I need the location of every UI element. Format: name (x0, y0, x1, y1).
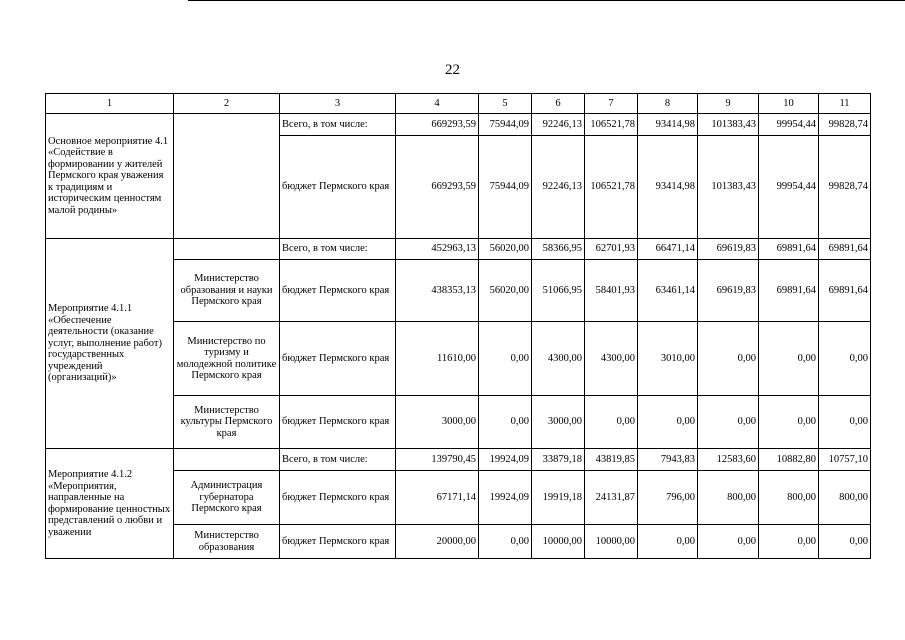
value-cell: 669293,59 (396, 136, 479, 239)
value-cell: 3010,00 (638, 322, 698, 396)
value-cell: 69891,64 (759, 239, 819, 260)
header-cell: 10 (759, 94, 819, 114)
executor-cell (174, 239, 280, 260)
value-cell: 62701,93 (585, 239, 638, 260)
executor-cell: Министерство по туризму и молодежной политике Пермского края (174, 322, 280, 396)
executor-cell (174, 114, 280, 239)
value-cell: 0,00 (819, 525, 871, 559)
value-cell: 75944,09 (479, 136, 532, 239)
header-cell: 2 (174, 94, 280, 114)
value-cell: 0,00 (819, 322, 871, 396)
top-border-line (188, 0, 905, 1)
value-cell: 796,00 (638, 471, 698, 525)
value-cell: 19919,18 (532, 471, 585, 525)
value-cell: 51066,95 (532, 260, 585, 322)
value-cell: 24131,87 (585, 471, 638, 525)
value-cell: 101383,43 (698, 114, 759, 136)
value-cell: 11610,00 (396, 322, 479, 396)
executor-cell: Министерство культуры Пермского края (174, 396, 280, 449)
value-cell: 4300,00 (585, 322, 638, 396)
activity-name-cell: Основное мероприятие 4.1 «Содействие в формировании у жителей Пермского края уважения к традициям и историческим ценностям малой родины» (46, 114, 174, 239)
value-cell: 99954,44 (759, 114, 819, 136)
funding-source-cell: бюджет Пермского края (280, 136, 396, 239)
value-cell: 58401,93 (585, 260, 638, 322)
funding-source-cell: бюджет Пермского края (280, 322, 396, 396)
value-cell: 69619,83 (698, 260, 759, 322)
header-cell: 11 (819, 94, 871, 114)
executor-cell: Администрация губернатора Пермского края (174, 471, 280, 525)
value-cell: 69891,64 (819, 239, 871, 260)
value-cell: 75944,09 (479, 114, 532, 136)
value-cell: 101383,43 (698, 136, 759, 239)
executor-cell: Министерство образования и науки Пермского края (174, 260, 280, 322)
budget-table (45, 93, 871, 559)
value-cell: 800,00 (698, 471, 759, 525)
value-cell: 3000,00 (396, 396, 479, 449)
value-cell: 0,00 (585, 396, 638, 449)
header-row (46, 94, 871, 114)
executor-cell (174, 449, 280, 471)
header-cell: 1 (46, 94, 174, 114)
value-cell: 669293,59 (396, 114, 479, 136)
value-cell: 10000,00 (532, 525, 585, 559)
value-cell: 438353,13 (396, 260, 479, 322)
value-cell: 19924,09 (479, 471, 532, 525)
value-cell: 19924,09 (479, 449, 532, 471)
funding-source-cell: бюджет Пермского края (280, 396, 396, 449)
value-cell: 56020,00 (479, 239, 532, 260)
value-cell: 69891,64 (759, 260, 819, 322)
value-cell: 67171,14 (396, 471, 479, 525)
value-cell: 20000,00 (396, 525, 479, 559)
value-cell: 0,00 (638, 525, 698, 559)
value-cell: 0,00 (819, 396, 871, 449)
funding-source-cell: Всего, в том числе: (280, 239, 396, 260)
activity-name-cell: Мероприятие 4.1.1 «Обеспечение деятельности (оказание услуг, выполнение работ) государственных учреждений (организаций)» (46, 239, 174, 449)
value-cell: 92246,13 (532, 136, 585, 239)
value-cell: 12583,60 (698, 449, 759, 471)
value-cell: 63461,14 (638, 260, 698, 322)
funding-source-cell: Всего, в том числе: (280, 449, 396, 471)
value-cell: 43819,85 (585, 449, 638, 471)
value-cell: 58366,95 (532, 239, 585, 260)
value-cell: 800,00 (819, 471, 871, 525)
value-cell: 4300,00 (532, 322, 585, 396)
value-cell: 93414,98 (638, 114, 698, 136)
header-cell: 9 (698, 94, 759, 114)
table-row (46, 449, 871, 471)
value-cell: 0,00 (698, 396, 759, 449)
value-cell: 33879,18 (532, 449, 585, 471)
value-cell: 800,00 (759, 471, 819, 525)
value-cell: 0,00 (759, 322, 819, 396)
activity-name-cell: Мероприятие 4.1.2 «Мероприятия, направленные на формирование ценностных представлений о любви и уважении (46, 449, 174, 559)
funding-source-cell: бюджет Пермского края (280, 525, 396, 559)
table-row (46, 114, 871, 136)
value-cell: 0,00 (479, 322, 532, 396)
executor-cell: Министерство образования (174, 525, 280, 559)
value-cell: 56020,00 (479, 260, 532, 322)
value-cell: 99954,44 (759, 136, 819, 239)
value-cell: 106521,78 (585, 136, 638, 239)
value-cell: 99828,74 (819, 114, 871, 136)
value-cell: 69891,64 (819, 260, 871, 322)
value-cell: 69619,83 (698, 239, 759, 260)
value-cell: 0,00 (698, 322, 759, 396)
value-cell: 452963,13 (396, 239, 479, 260)
funding-source-cell: бюджет Пермского края (280, 471, 396, 525)
value-cell: 10882,80 (759, 449, 819, 471)
header-cell: 3 (280, 94, 396, 114)
value-cell: 10000,00 (585, 525, 638, 559)
value-cell: 7943,83 (638, 449, 698, 471)
value-cell: 66471,14 (638, 239, 698, 260)
value-cell: 0,00 (698, 525, 759, 559)
value-cell: 0,00 (479, 525, 532, 559)
header-cell: 6 (532, 94, 585, 114)
value-cell: 92246,13 (532, 114, 585, 136)
page-number: 22 (445, 62, 460, 78)
header-cell: 8 (638, 94, 698, 114)
funding-source-cell: бюджет Пермского края (280, 260, 396, 322)
value-cell: 93414,98 (638, 136, 698, 239)
header-cell: 7 (585, 94, 638, 114)
value-cell: 10757,10 (819, 449, 871, 471)
value-cell: 0,00 (479, 396, 532, 449)
value-cell: 106521,78 (585, 114, 638, 136)
header-cell: 5 (479, 94, 532, 114)
header-cell: 4 (396, 94, 479, 114)
table-row (46, 239, 871, 260)
value-cell: 0,00 (759, 396, 819, 449)
value-cell: 3000,00 (532, 396, 585, 449)
funding-source-cell: Всего, в том числе: (280, 114, 396, 136)
value-cell: 0,00 (759, 525, 819, 559)
value-cell: 139790,45 (396, 449, 479, 471)
value-cell: 0,00 (638, 396, 698, 449)
value-cell: 99828,74 (819, 136, 871, 239)
